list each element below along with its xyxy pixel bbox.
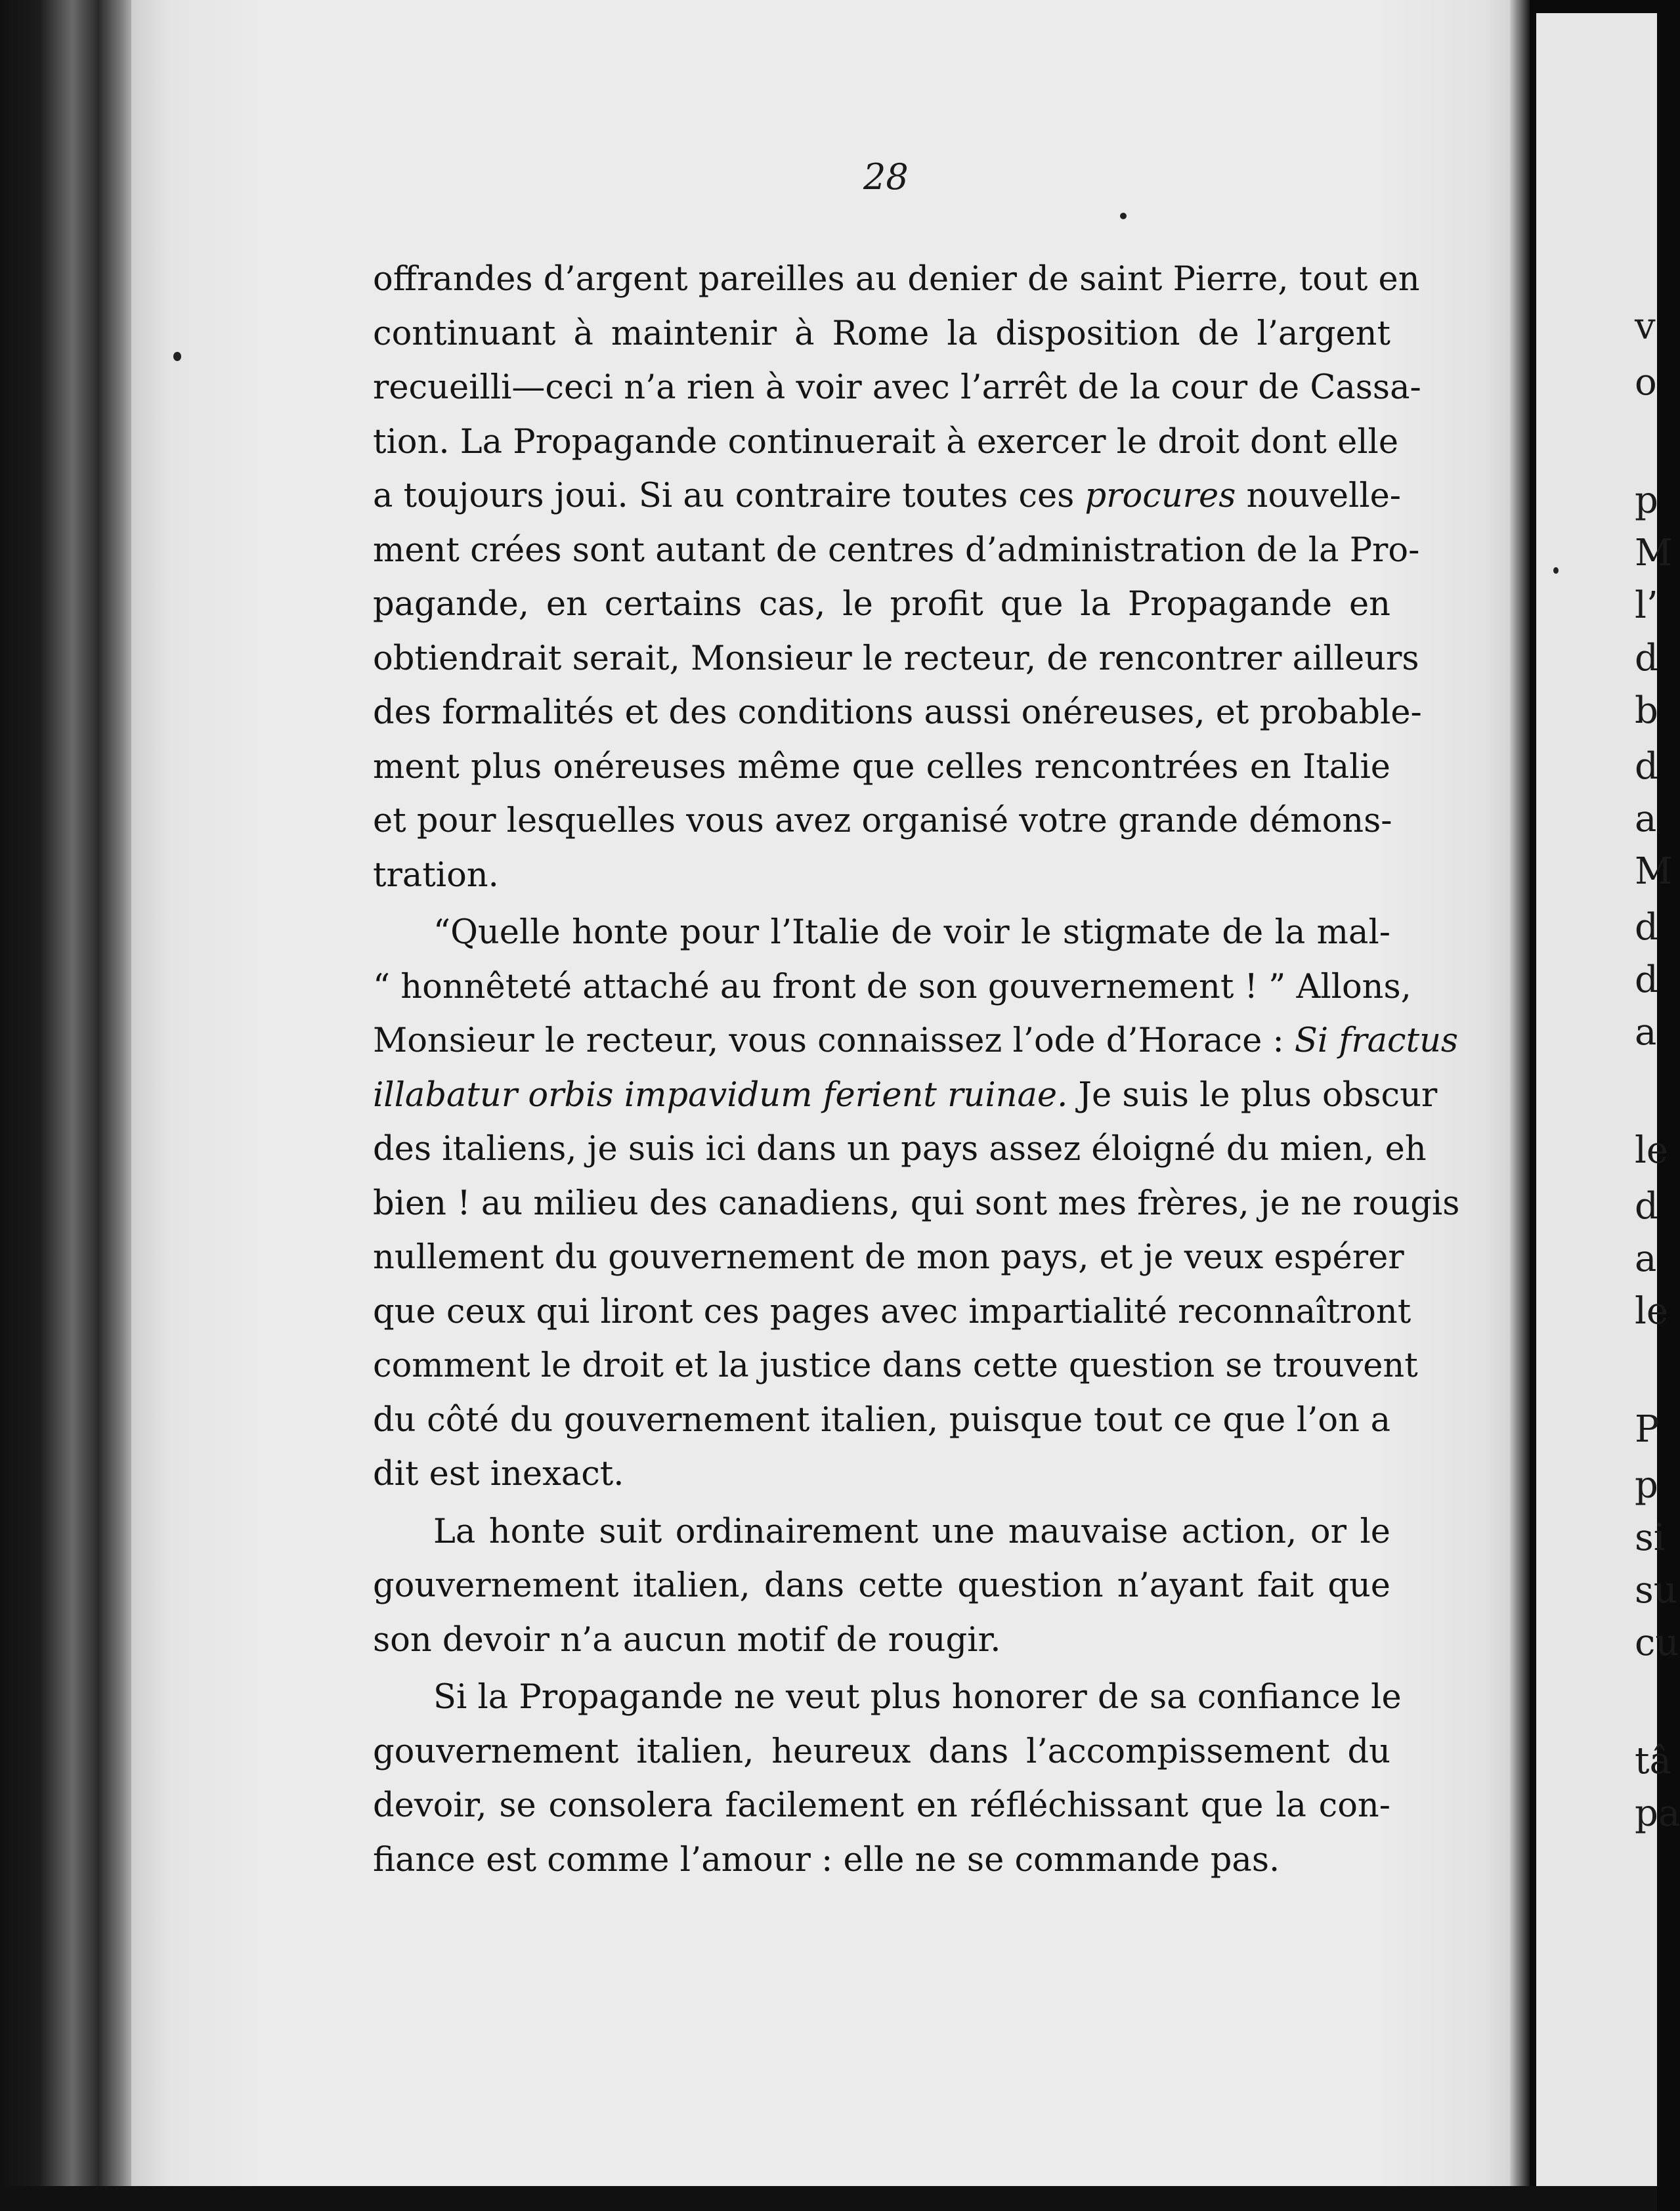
book-spine (0, 0, 138, 2211)
speck (1120, 213, 1127, 219)
speck (173, 352, 181, 361)
facing-page-text (1635, 0, 1680, 2211)
text-line: “Quelle honte pour l’Italie de voir le stigmate de la mal- (433, 913, 1390, 952)
text-line: bien ! au milieu des canadiens, qui sont mes frères, je ne rougis (373, 1184, 1460, 1223)
text-line: que ceux qui liront ces pages avec impartialité reconnaîtront (373, 1292, 1411, 1331)
text-line: des formalités et des conditions aussi onéreuses, et probable- (373, 693, 1422, 732)
body-text (373, 253, 1460, 1887)
text-line: gouvernement italien, dans cette question n’ayant fait que (373, 1566, 1390, 1605)
paragraph (373, 1671, 1402, 1887)
facing-page-fragment: a (1635, 1237, 1657, 1280)
facing-page-fragment: d (1635, 745, 1658, 788)
text-line: obtiendrait serait, Monsieur le recteur, de rencontrer ailleurs (373, 639, 1419, 678)
text-line: offrandes d’argent pareilles au denier de saint Pierre, tout en (373, 260, 1420, 299)
text-line: “ honnêteté attaché au front de son gouvernement ! ” Allons, (373, 967, 1411, 1006)
text-line: recueilli—ceci n’a rien à voir avec l’arrêt de la cour de Cassa- (373, 368, 1421, 407)
facing-page-fragment: cu (1635, 1621, 1679, 1664)
page-number: 28 (863, 156, 909, 198)
text-line: La honte suit ordinairement une mauvaise action, or le (433, 1512, 1390, 1551)
text-line: et pour lesquelles vous avez organisé votre grande démons- (373, 802, 1392, 840)
paragraph (373, 253, 1422, 903)
facing-page-fragment: d (1635, 958, 1658, 1001)
page-gutter (1510, 0, 1530, 2211)
text-line: gouvernement italien, heureux dans l’accompissement du (373, 1732, 1390, 1771)
text-line: tion. La Propagande continuerait à exercer le droit dont elle (373, 422, 1399, 462)
facing-page-fragment: si (1635, 1516, 1666, 1559)
text-line: pagande, en certains cas, le profit que la Propagande en (373, 585, 1390, 624)
facing-page-fragment: d (1635, 906, 1658, 949)
facing-page-fragment: M (1635, 850, 1673, 893)
facing-page-fragment: pa (1635, 1792, 1680, 1835)
facing-page-fragment: M (1635, 532, 1673, 574)
facing-page-fragment: le (1635, 1290, 1669, 1333)
text-line: continuant à maintenir à Rome la disposition de l’argent (373, 314, 1390, 353)
text-line: dit est inexact. (373, 1455, 624, 1493)
text-line: a toujours joui. Si au contraire toutes ces procures nouvelle- (373, 477, 1402, 515)
paragraph (373, 1505, 1390, 1668)
text-line: tration. (373, 855, 499, 895)
paragraph (373, 906, 1460, 1502)
text-line: ment crées sont autant de centres d’administration de la Pro- (373, 530, 1420, 570)
text-line: Monsieur le recteur, vous connaissez l’ode d’Horace : Si fractus (373, 1021, 1459, 1060)
facing-page-fragment: tâ (1635, 1740, 1671, 1782)
facing-page-fragment: P (1635, 1408, 1660, 1451)
text-line: Si la Propagande ne veut plus honorer de sa confiance le (433, 1678, 1402, 1717)
facing-page-fragment: a (1635, 1011, 1657, 1054)
text-line: devoir, se consolera facilement en réfléchissant que la con- (373, 1786, 1390, 1825)
facing-page-fragment: su (1635, 1569, 1677, 1612)
text-line: du côté du gouvernement italien, puisque tout ce que l’on a (373, 1400, 1390, 1440)
facing-page-fragment: o (1635, 361, 1657, 404)
facing-page-fragment: d (1635, 637, 1658, 679)
text-line: fiance est comme l’amour : elle ne se commande pas. (373, 1840, 1280, 1879)
facing-page-fragment: le (1635, 1129, 1669, 1172)
facing-page-fragment: a (1635, 798, 1657, 840)
text-line: des italiens, je suis ici dans un pays assez éloigné du mien, eh (373, 1130, 1427, 1169)
text-line: illabatur orbis impavidum ferient ruinae. Je suis le plus obscur (373, 1075, 1438, 1115)
text-line: comment le droit et la justice dans cette question se trouvent (373, 1346, 1418, 1385)
facing-page-fragment: l’ (1635, 584, 1658, 627)
text-line: nullement du gouvernement de mon pays, et je veux espérer (373, 1238, 1404, 1277)
facing-page-fragment: p (1635, 479, 1658, 522)
text-line: son devoir n’a aucun motif de rougir. (373, 1620, 1001, 1660)
facing-page-fragment: p (1635, 1464, 1658, 1507)
facing-page-fragment: b (1635, 689, 1658, 732)
bottom-border (0, 2186, 1657, 2211)
text-line: ment plus onéreuses même que celles rencontrées en Italie (373, 747, 1390, 786)
facing-page-fragment: v (1635, 305, 1656, 348)
facing-page-fragment: d (1635, 1185, 1658, 1228)
speck (1553, 567, 1559, 574)
